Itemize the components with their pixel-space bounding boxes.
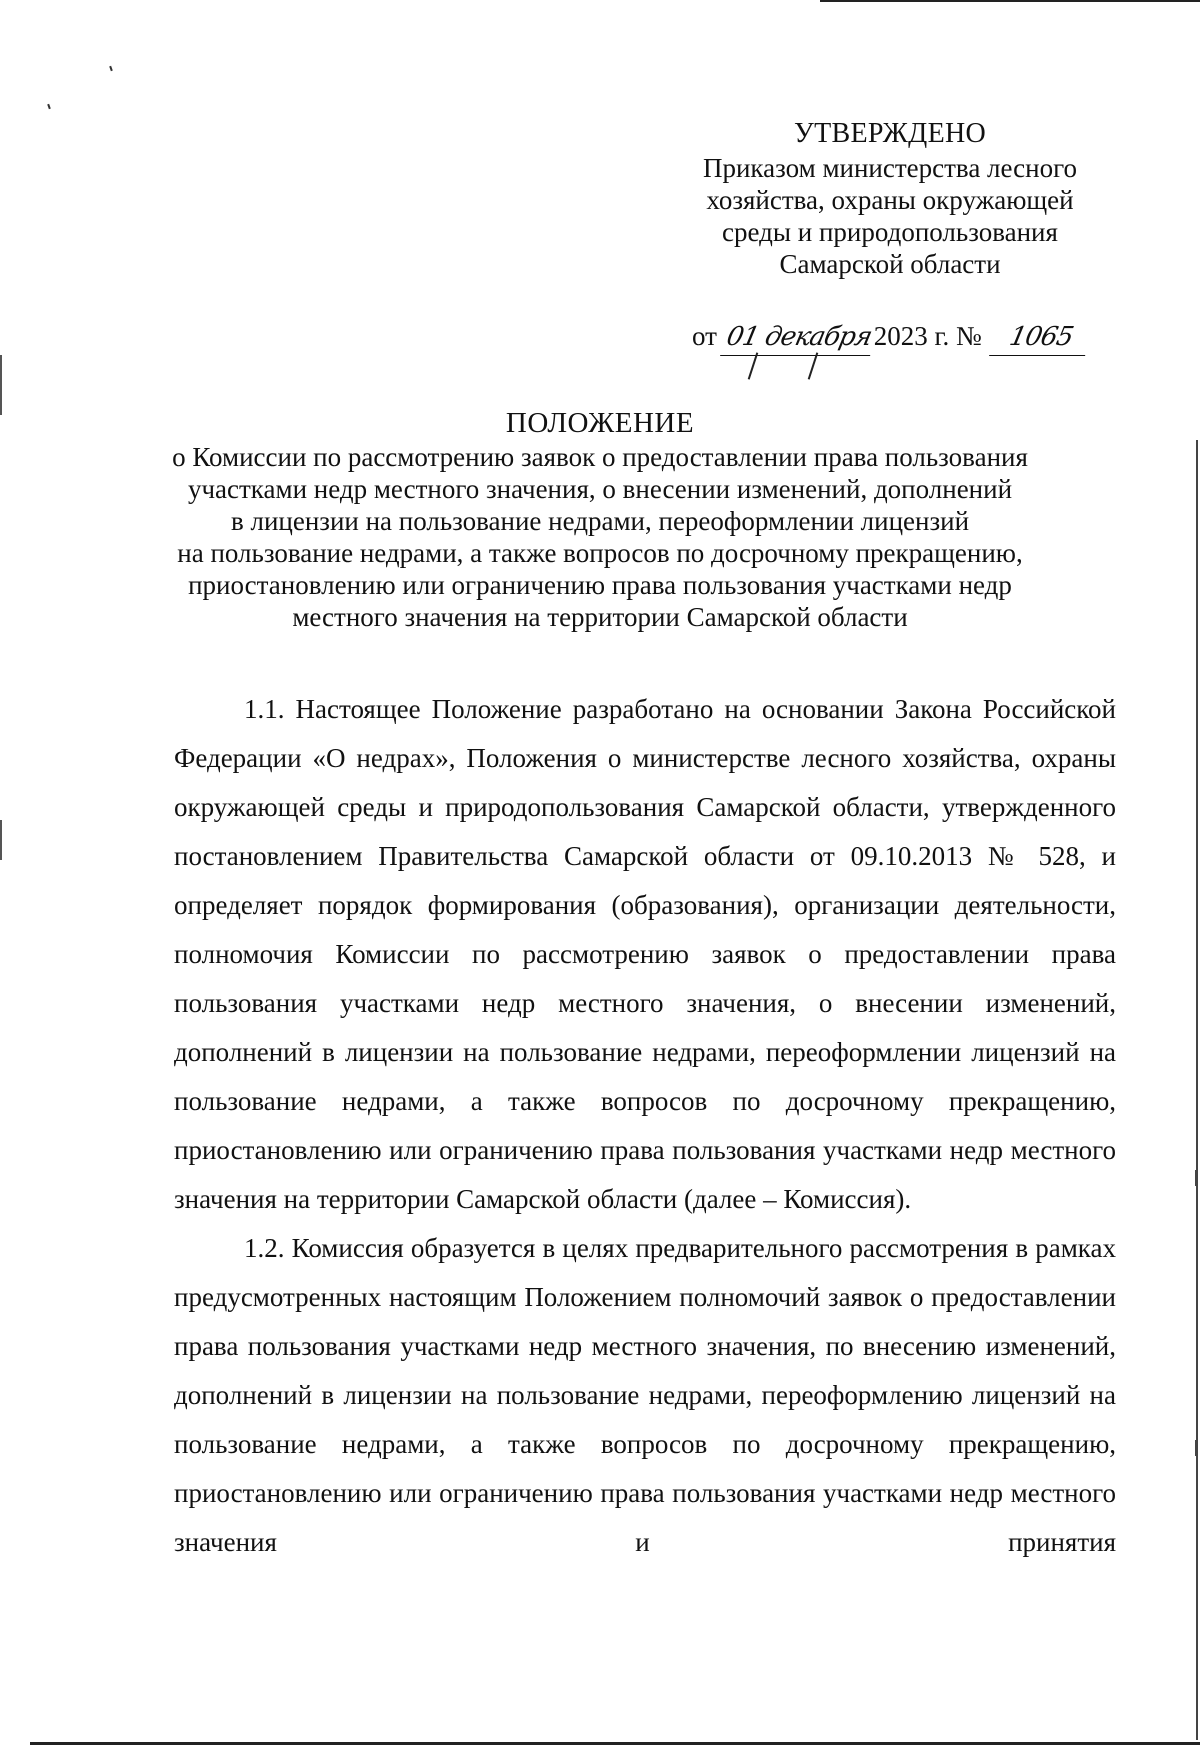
scan-edge-right <box>1196 440 1198 1740</box>
approval-title: УТВЕРЖДЕНО <box>793 118 987 149</box>
approval-block <box>660 118 1120 280</box>
approval-line: среды и природопользования <box>722 217 1058 247</box>
heading-line: в лицензии на пользование недрами, переоформлении лицензий <box>230 506 970 536</box>
scan-speck <box>47 104 51 109</box>
handwritten-date: 01 декабря <box>720 319 878 356</box>
pen-stroke <box>808 352 819 379</box>
heading-line: участками недр местного значения, о внесении изменений, дополнений <box>187 474 1013 504</box>
scan-mark-right <box>1195 1170 1198 1186</box>
approval-line: хозяйства, охраны окружающей <box>706 185 1074 215</box>
heading-line: о Комиссии по рассмотрению заявок о предоставлении права пользования <box>172 442 1028 472</box>
handwritten-order-number: 1065 <box>989 319 1093 356</box>
document-body <box>174 685 1116 1567</box>
scan-mark-right <box>1195 1440 1198 1456</box>
order-prefix: от <box>692 321 717 351</box>
approval-line: Самарской области <box>779 249 1001 279</box>
order-line <box>692 318 1112 356</box>
pen-stroke <box>748 352 759 379</box>
scan-speck <box>109 66 113 71</box>
scan-mark-left <box>0 355 2 415</box>
heading-line: приостановлению или ограничению права пользования участками недр <box>188 570 1012 600</box>
paragraph-1-1: 1.1. Настоящее Положение разработано на основании Закона Российской Федерации «О недрах», Положения о министерстве лесного хозяйства, охраны окружающей среды и природопользования Самарской области, утвержденного постановлением Правительства Самарской области от 09.10.2013 № 528, и определяет порядок формирования (образования), организации деятельности, полномочия Комиссии по рассмотрению заявок о предоставлении права пользования участками недр местного значения, о внесении изменений, дополнений в лицензии на пользование недрами, переоформлении лицензий на пользование недрами, а также вопросов по досрочному прекращению, приостановлению или ограничению права пользования участками недр местного значения на территории Самарской области (далее – Комиссия). <box>174 694 1116 1214</box>
paragraph-1-2: 1.2. Комиссия образуется в целях предварительного рассмотрения в рамках предусмотренных настоящим Положением полномочий заявок о предоставлении права пользования участками недр местного значения, по внесению изменений, дополнений в лицензии на пользование недрами, переоформлению лицензий на пользование недрами, а также вопросов по досрочному прекращению, приостановлению или ограничению права пользования участками недр местного значения и принятия <box>174 1233 1116 1557</box>
document-title: ПОЛОЖЕНИЕ <box>505 407 695 439</box>
order-year: 2023 г. № <box>873 321 982 351</box>
document-heading <box>150 405 1050 633</box>
heading-line: на пользование недрами, а также вопросов по досрочному прекращению, <box>177 538 1023 568</box>
approval-line: Приказом министерства лесного <box>702 153 1078 183</box>
scan-mark-left <box>0 820 2 860</box>
scan-edge-top <box>820 0 1200 2</box>
scan-edge-bottom <box>30 1742 1200 1745</box>
heading-line: местного значения на территории Самарской области <box>292 602 908 632</box>
